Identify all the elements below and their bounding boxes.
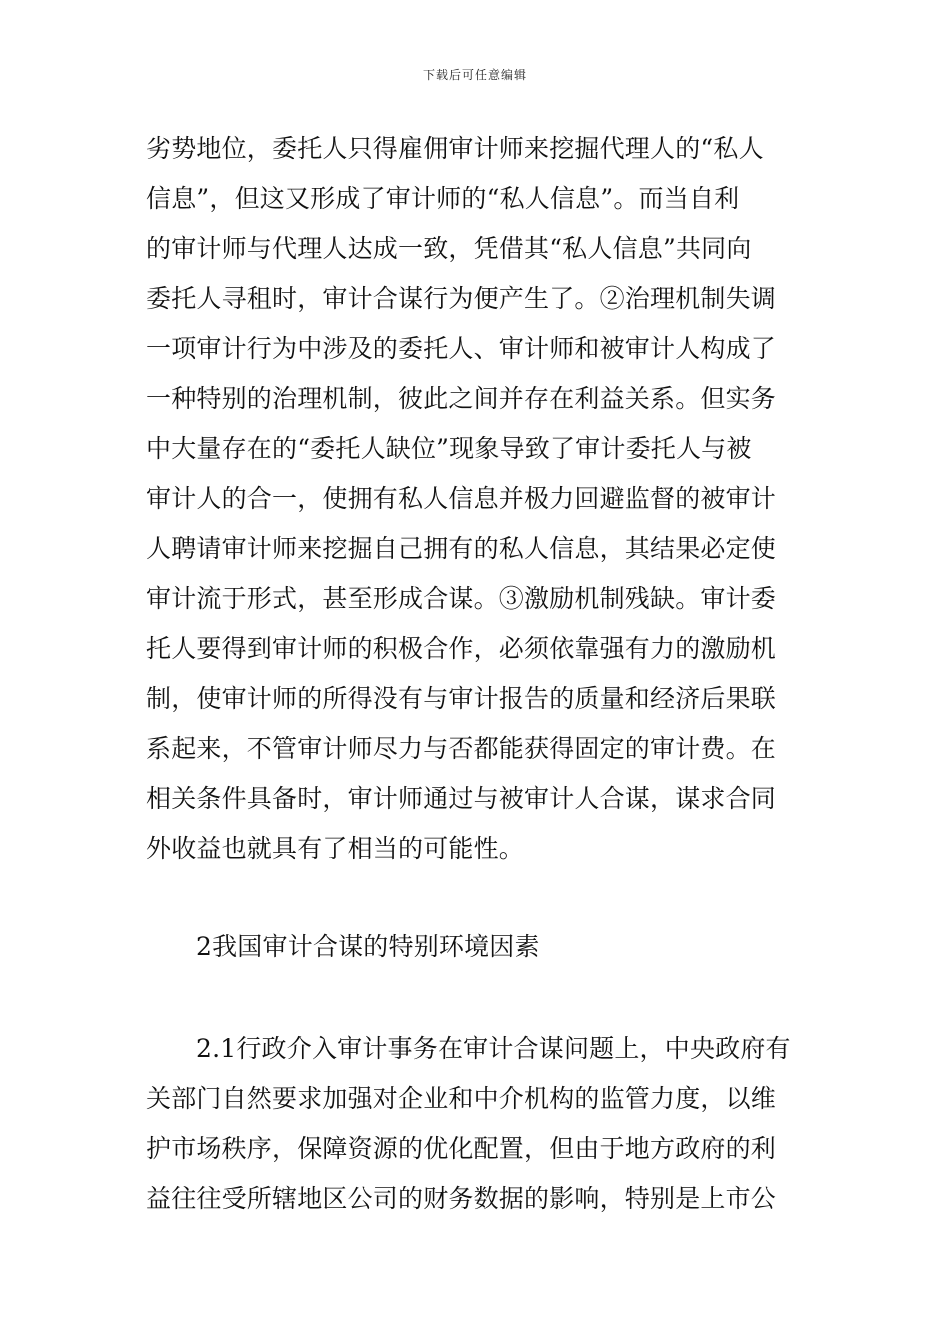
paragraph-1-line-8: 审计人的合一，使拥有私人信息并极力回避监督的被审计 — [146, 484, 777, 513]
paragraph-1-line-11: 托人要得到审计师的积极合作，必须依靠强有力的激励机 — [146, 634, 777, 663]
paragraph-1-line-3: 的审计师与代理人达成一致，凭借其“私人信息”共同向 — [146, 234, 752, 263]
paragraph-2-line-4: 益往往受所辖地区公司的财务数据的影响，特别是上市公 — [146, 1184, 777, 1213]
paragraph-1-line-1: 劣势地位，委托人只得雇佣审计师来挖掘代理人的“私人 — [146, 134, 764, 163]
paragraph-1-line-13: 系起来，不管审计师尽力与否都能获得固定的审计费。在 — [146, 734, 777, 763]
paragraph-2-line-1: 2.1行政介入审计事务在审计合谋问题上，中央政府有 — [196, 1034, 791, 1063]
section-heading: 2我国审计合谋的特别环境因素 — [196, 932, 540, 961]
paragraph-1-line-14: 相关条件具备时，审计师通过与被审计人合谋，谋求合同 — [146, 784, 777, 813]
paragraph-1-line-12: 制，使审计师的所得没有与审计报告的质量和经济后果联 — [146, 684, 777, 713]
paragraph-2-line-3: 护市场秩序，保障资源的优化配置，但由于地方政府的利 — [146, 1134, 777, 1163]
paragraph-1-line-4: 委托人寻租时，审计合谋行为便产生了。②治理机制失调 — [146, 284, 777, 313]
paragraph-1-line-10: 审计流于形式，甚至形成合谋。③激励机制残缺。审计委 — [146, 584, 777, 613]
page-header-note: 下载后可任意编辑 — [422, 68, 527, 82]
paragraph-2-line-2: 关部门自然要求加强对企业和中介机构的监管力度，以维 — [146, 1084, 777, 1113]
paragraph-1-line-2: 信息”，但这又形成了审计师的“私人信息”。而当自利 — [146, 184, 740, 213]
paragraph-1-line-5: 一项审计行为中涉及的委托人、审计师和被审计人构成了 — [146, 334, 777, 363]
paragraph-1-line-9: 人聘请审计师来挖掘自己拥有的私人信息，其结果必定使 — [146, 534, 777, 563]
paragraph-1-line-7: 中大量存在的“委托人缺位”现象导致了审计委托人与被 — [146, 434, 752, 463]
paragraph-1-line-15: 外收益也就具有了相当的可能性。 — [146, 834, 525, 863]
paragraph-1-line-6: 一种特别的治理机制，彼此之间并存在利益关系。但实务 — [146, 384, 777, 413]
